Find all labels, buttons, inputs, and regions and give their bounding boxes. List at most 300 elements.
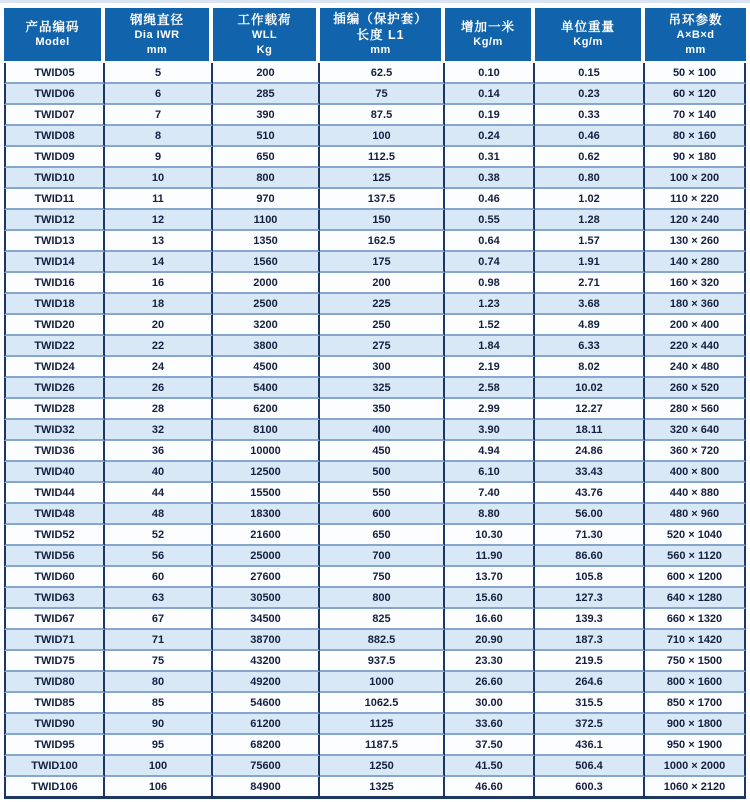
cell-model: TWID48 (4, 504, 105, 525)
cell-ring_params: 800 × 1600 (645, 672, 746, 693)
cell-l1_length: 750 (320, 567, 445, 588)
cell-wll: 2000 (213, 273, 320, 294)
cell-unit_weight: 1.02 (535, 189, 645, 210)
cell-ring_params: 400 × 800 (645, 462, 746, 483)
table-row (4, 756, 746, 777)
cell-add_per_meter: 6.10 (445, 462, 535, 483)
cell-l1_length: 500 (320, 462, 445, 483)
cell-add_per_meter: 41.50 (445, 756, 535, 777)
cell-dia_iwr: 24 (105, 357, 213, 378)
cell-unit_weight: 187.3 (535, 630, 645, 651)
cell-ring_params: 900 × 1800 (645, 714, 746, 735)
cell-unit_weight: 139.3 (535, 609, 645, 630)
cell-add_per_meter: 0.31 (445, 147, 535, 168)
cell-l1_length: 150 (320, 210, 445, 231)
cell-dia_iwr: 13 (105, 231, 213, 252)
cell-model: TWID05 (4, 63, 105, 84)
cell-ring_params: 100 × 200 (645, 168, 746, 189)
cell-ring_params: 360 × 720 (645, 441, 746, 462)
cell-add_per_meter: 0.46 (445, 189, 535, 210)
table-row (4, 294, 746, 315)
table-row (4, 567, 746, 588)
cell-ring_params: 280 × 560 (645, 399, 746, 420)
header-label: 增加一米 (460, 20, 515, 35)
cell-add_per_meter: 30.00 (445, 693, 535, 714)
col-header-dia-iwr (105, 8, 213, 63)
cell-unit_weight: 436.1 (535, 735, 645, 756)
cell-unit_weight: 1.91 (535, 252, 645, 273)
cell-model: TWID09 (4, 147, 105, 168)
cell-model: TWID100 (4, 756, 105, 777)
cell-model: TWID106 (4, 777, 105, 799)
cell-wll: 68200 (213, 735, 320, 756)
cell-ring_params: 1000 × 2000 (645, 756, 746, 777)
cell-wll: 510 (213, 126, 320, 147)
cell-model: TWID24 (4, 357, 105, 378)
table-row (4, 525, 746, 546)
cell-add_per_meter: 15.60 (445, 588, 535, 609)
cell-dia_iwr: 48 (105, 504, 213, 525)
header-sublabel: WLL (251, 29, 278, 42)
cell-wll: 61200 (213, 714, 320, 735)
cell-add_per_meter: 1.52 (445, 315, 535, 336)
cell-add_per_meter: 2.58 (445, 378, 535, 399)
cell-l1_length: 550 (320, 483, 445, 504)
cell-model: TWID71 (4, 630, 105, 651)
cell-add_per_meter: 0.74 (445, 252, 535, 273)
table-row (4, 399, 746, 420)
cell-dia_iwr: 10 (105, 168, 213, 189)
header-label: 插编（保护套） (333, 12, 428, 27)
cell-dia_iwr: 44 (105, 483, 213, 504)
col-header-add-per-meter (445, 8, 535, 63)
cell-model: TWID36 (4, 441, 105, 462)
cell-l1_length: 87.5 (320, 105, 445, 126)
table-row (4, 420, 746, 441)
table-row (4, 252, 746, 273)
cell-wll: 1100 (213, 210, 320, 231)
table-row (4, 483, 746, 504)
cell-unit_weight: 0.80 (535, 168, 645, 189)
cell-model: TWID56 (4, 546, 105, 567)
cell-ring_params: 1060 × 2120 (645, 777, 746, 799)
table-row (4, 147, 746, 168)
cell-ring_params: 440 × 880 (645, 483, 746, 504)
cell-ring_params: 120 × 240 (645, 210, 746, 231)
cell-add_per_meter: 7.40 (445, 483, 535, 504)
header-unit: Kg (256, 43, 273, 56)
header-sublabel: Dia IWR (134, 29, 180, 42)
cell-wll: 4500 (213, 357, 320, 378)
cell-l1_length: 125 (320, 168, 445, 189)
spec-sheet-page (0, 3, 750, 799)
cell-unit_weight: 2.71 (535, 273, 645, 294)
cell-l1_length: 112.5 (320, 147, 445, 168)
cell-add_per_meter: 1.23 (445, 294, 535, 315)
cell-dia_iwr: 9 (105, 147, 213, 168)
cell-dia_iwr: 22 (105, 336, 213, 357)
cell-ring_params: 320 × 640 (645, 420, 746, 441)
cell-unit_weight: 1.57 (535, 231, 645, 252)
cell-ring_params: 710 × 1420 (645, 630, 746, 651)
col-header-ring-params (645, 8, 746, 63)
cell-l1_length: 937.5 (320, 651, 445, 672)
cell-model: TWID16 (4, 273, 105, 294)
cell-l1_length: 882.5 (320, 630, 445, 651)
cell-wll: 21600 (213, 525, 320, 546)
cell-wll: 1350 (213, 231, 320, 252)
cell-unit_weight: 506.4 (535, 756, 645, 777)
header-label: 吊环参数 (668, 13, 723, 28)
cell-model: TWID32 (4, 420, 105, 441)
table-row (4, 735, 746, 756)
table-row (4, 651, 746, 672)
cell-unit_weight: 0.46 (535, 126, 645, 147)
cell-ring_params: 480 × 960 (645, 504, 746, 525)
cell-model: TWID44 (4, 483, 105, 504)
cell-unit_weight: 6.33 (535, 336, 645, 357)
cell-add_per_meter: 11.90 (445, 546, 535, 567)
cell-dia_iwr: 63 (105, 588, 213, 609)
cell-l1_length: 162.5 (320, 231, 445, 252)
header-label: 单位重量 (560, 20, 615, 35)
cell-add_per_meter: 33.60 (445, 714, 535, 735)
table-row (4, 462, 746, 483)
cell-ring_params: 220 × 440 (645, 336, 746, 357)
cell-model: TWID20 (4, 315, 105, 336)
cell-l1_length: 1187.5 (320, 735, 445, 756)
cell-model: TWID90 (4, 714, 105, 735)
cell-add_per_meter: 2.19 (445, 357, 535, 378)
cell-ring_params: 600 × 1200 (645, 567, 746, 588)
cell-dia_iwr: 52 (105, 525, 213, 546)
col-header-l1-length (320, 8, 445, 63)
cell-l1_length: 825 (320, 609, 445, 630)
table-row (4, 378, 746, 399)
cell-add_per_meter: 0.38 (445, 168, 535, 189)
header-label: 钢绳直径 (129, 13, 184, 28)
cell-ring_params: 950 × 1900 (645, 735, 746, 756)
table-row (4, 609, 746, 630)
cell-dia_iwr: 8 (105, 126, 213, 147)
cell-dia_iwr: 5 (105, 63, 213, 84)
cell-unit_weight: 219.5 (535, 651, 645, 672)
cell-l1_length: 275 (320, 336, 445, 357)
cell-ring_params: 50 × 100 (645, 63, 746, 84)
cell-add_per_meter: 0.64 (445, 231, 535, 252)
table-body (4, 63, 746, 799)
cell-model: TWID85 (4, 693, 105, 714)
table-row (4, 714, 746, 735)
table-row (4, 168, 746, 189)
cell-dia_iwr: 71 (105, 630, 213, 651)
cell-model: TWID80 (4, 672, 105, 693)
cell-unit_weight: 0.62 (535, 147, 645, 168)
cell-unit_weight: 1.28 (535, 210, 645, 231)
cell-add_per_meter: 0.19 (445, 105, 535, 126)
header-unit: Kg/m (473, 36, 503, 49)
cell-ring_params: 110 × 220 (645, 189, 746, 210)
col-header-unit-weight (535, 8, 645, 63)
cell-model: TWID11 (4, 189, 105, 210)
cell-ring_params: 70 × 140 (645, 105, 746, 126)
table-row (4, 231, 746, 252)
table-row (4, 63, 746, 84)
cell-wll: 43200 (213, 651, 320, 672)
cell-model: TWID07 (4, 105, 105, 126)
cell-l1_length: 325 (320, 378, 445, 399)
cell-wll: 6200 (213, 399, 320, 420)
col-header-model (4, 8, 105, 63)
cell-add_per_meter: 0.55 (445, 210, 535, 231)
cell-wll: 34500 (213, 609, 320, 630)
cell-unit_weight: 127.3 (535, 588, 645, 609)
cell-add_per_meter: 0.24 (445, 126, 535, 147)
cell-l1_length: 137.5 (320, 189, 445, 210)
cell-l1_length: 250 (320, 315, 445, 336)
cell-model: TWID18 (4, 294, 105, 315)
header-label: 工作载荷 (237, 13, 292, 28)
cell-dia_iwr: 14 (105, 252, 213, 273)
header-sublabel: 长度 L1 (356, 28, 405, 43)
col-header-wll (213, 8, 320, 63)
cell-model: TWID12 (4, 210, 105, 231)
cell-dia_iwr: 85 (105, 693, 213, 714)
cell-ring_params: 140 × 280 (645, 252, 746, 273)
cell-unit_weight: 105.8 (535, 567, 645, 588)
cell-ring_params: 130 × 260 (645, 231, 746, 252)
header-row (4, 8, 746, 63)
cell-unit_weight: 43.76 (535, 483, 645, 504)
cell-l1_length: 300 (320, 357, 445, 378)
cell-wll: 3200 (213, 315, 320, 336)
cell-l1_length: 1325 (320, 777, 445, 799)
cell-dia_iwr: 95 (105, 735, 213, 756)
cell-model: TWID08 (4, 126, 105, 147)
cell-ring_params: 260 × 520 (645, 378, 746, 399)
cell-dia_iwr: 28 (105, 399, 213, 420)
cell-dia_iwr: 26 (105, 378, 213, 399)
cell-dia_iwr: 106 (105, 777, 213, 799)
cell-l1_length: 1125 (320, 714, 445, 735)
cell-unit_weight: 4.89 (535, 315, 645, 336)
cell-dia_iwr: 40 (105, 462, 213, 483)
cell-wll: 38700 (213, 630, 320, 651)
cell-wll: 54600 (213, 693, 320, 714)
table-row (4, 105, 746, 126)
cell-wll: 800 (213, 168, 320, 189)
cell-model: TWID63 (4, 588, 105, 609)
cell-wll: 49200 (213, 672, 320, 693)
cell-add_per_meter: 0.98 (445, 273, 535, 294)
cell-l1_length: 600 (320, 504, 445, 525)
cell-l1_length: 650 (320, 525, 445, 546)
table-row (4, 777, 746, 799)
cell-wll: 2500 (213, 294, 320, 315)
cell-wll: 10000 (213, 441, 320, 462)
cell-wll: 75600 (213, 756, 320, 777)
header-unit: Kg/m (573, 36, 603, 49)
cell-dia_iwr: 56 (105, 546, 213, 567)
cell-add_per_meter: 16.60 (445, 609, 535, 630)
cell-l1_length: 400 (320, 420, 445, 441)
cell-ring_params: 60 × 120 (645, 84, 746, 105)
table-row (4, 126, 746, 147)
table-row (4, 588, 746, 609)
cell-wll: 3800 (213, 336, 320, 357)
cell-wll: 30500 (213, 588, 320, 609)
header-unit: mm (146, 43, 168, 56)
cell-l1_length: 225 (320, 294, 445, 315)
cell-add_per_meter: 8.80 (445, 504, 535, 525)
table-row (4, 672, 746, 693)
cell-l1_length: 450 (320, 441, 445, 462)
cell-wll: 12500 (213, 462, 320, 483)
cell-add_per_meter: 3.90 (445, 420, 535, 441)
cell-l1_length: 800 (320, 588, 445, 609)
product-spec-table (4, 8, 746, 799)
cell-model: TWID52 (4, 525, 105, 546)
cell-dia_iwr: 20 (105, 315, 213, 336)
cell-l1_length: 1000 (320, 672, 445, 693)
cell-add_per_meter: 4.94 (445, 441, 535, 462)
cell-ring_params: 560 × 1120 (645, 546, 746, 567)
cell-model: TWID13 (4, 231, 105, 252)
cell-wll: 15500 (213, 483, 320, 504)
cell-unit_weight: 24.86 (535, 441, 645, 462)
cell-dia_iwr: 16 (105, 273, 213, 294)
table-header (4, 8, 746, 63)
table-row (4, 336, 746, 357)
cell-unit_weight: 315.5 (535, 693, 645, 714)
cell-add_per_meter: 26.60 (445, 672, 535, 693)
cell-model: TWID28 (4, 399, 105, 420)
cell-wll: 285 (213, 84, 320, 105)
cell-add_per_meter: 37.50 (445, 735, 535, 756)
cell-ring_params: 240 × 480 (645, 357, 746, 378)
cell-unit_weight: 10.02 (535, 378, 645, 399)
cell-dia_iwr: 12 (105, 210, 213, 231)
cell-unit_weight: 18.11 (535, 420, 645, 441)
cell-ring_params: 640 × 1280 (645, 588, 746, 609)
cell-l1_length: 200 (320, 273, 445, 294)
cell-dia_iwr: 80 (105, 672, 213, 693)
cell-ring_params: 520 × 1040 (645, 525, 746, 546)
cell-model: TWID26 (4, 378, 105, 399)
cell-dia_iwr: 32 (105, 420, 213, 441)
cell-wll: 18300 (213, 504, 320, 525)
cell-ring_params: 160 × 320 (645, 273, 746, 294)
cell-wll: 84900 (213, 777, 320, 799)
cell-dia_iwr: 6 (105, 84, 213, 105)
cell-model: TWID60 (4, 567, 105, 588)
cell-dia_iwr: 11 (105, 189, 213, 210)
header-sublabel: Model (35, 36, 70, 49)
cell-unit_weight: 33.43 (535, 462, 645, 483)
cell-wll: 650 (213, 147, 320, 168)
table-row (4, 504, 746, 525)
cell-model: TWID10 (4, 168, 105, 189)
cell-model: TWID06 (4, 84, 105, 105)
cell-add_per_meter: 23.30 (445, 651, 535, 672)
cell-ring_params: 660 × 1320 (645, 609, 746, 630)
cell-wll: 970 (213, 189, 320, 210)
table-row (4, 210, 746, 231)
cell-ring_params: 850 × 1700 (645, 693, 746, 714)
cell-unit_weight: 12.27 (535, 399, 645, 420)
cell-ring_params: 200 × 400 (645, 315, 746, 336)
cell-model: TWID95 (4, 735, 105, 756)
cell-dia_iwr: 75 (105, 651, 213, 672)
cell-wll: 27600 (213, 567, 320, 588)
cell-model: TWID14 (4, 252, 105, 273)
header-unit: mm (370, 44, 391, 57)
cell-l1_length: 175 (320, 252, 445, 273)
table-row (4, 357, 746, 378)
cell-dia_iwr: 18 (105, 294, 213, 315)
cell-model: TWID40 (4, 462, 105, 483)
cell-wll: 5400 (213, 378, 320, 399)
cell-ring_params: 180 × 360 (645, 294, 746, 315)
cell-l1_length: 75 (320, 84, 445, 105)
cell-model: TWID22 (4, 336, 105, 357)
table-row (4, 441, 746, 462)
cell-unit_weight: 0.15 (535, 63, 645, 84)
cell-dia_iwr: 100 (105, 756, 213, 777)
cell-l1_length: 62.5 (320, 63, 445, 84)
table-row (4, 84, 746, 105)
cell-wll: 200 (213, 63, 320, 84)
cell-add_per_meter: 13.70 (445, 567, 535, 588)
table-row (4, 630, 746, 651)
cell-unit_weight: 0.23 (535, 84, 645, 105)
cell-l1_length: 700 (320, 546, 445, 567)
cell-unit_weight: 264.6 (535, 672, 645, 693)
header-label: 产品编码 (25, 20, 80, 35)
table-row (4, 273, 746, 294)
cell-model: TWID75 (4, 651, 105, 672)
cell-dia_iwr: 67 (105, 609, 213, 630)
cell-wll: 25000 (213, 546, 320, 567)
cell-add_per_meter: 1.84 (445, 336, 535, 357)
cell-add_per_meter: 46.60 (445, 777, 535, 799)
cell-add_per_meter: 0.10 (445, 63, 535, 84)
cell-unit_weight: 86.60 (535, 546, 645, 567)
cell-wll: 8100 (213, 420, 320, 441)
cell-add_per_meter: 20.90 (445, 630, 535, 651)
cell-add_per_meter: 10.30 (445, 525, 535, 546)
cell-model: TWID67 (4, 609, 105, 630)
cell-ring_params: 90 × 180 (645, 147, 746, 168)
cell-unit_weight: 71.30 (535, 525, 645, 546)
cell-l1_length: 100 (320, 126, 445, 147)
cell-dia_iwr: 90 (105, 714, 213, 735)
header-sublabel: A×B×d (676, 29, 715, 42)
cell-l1_length: 1062.5 (320, 693, 445, 714)
cell-dia_iwr: 7 (105, 105, 213, 126)
cell-l1_length: 350 (320, 399, 445, 420)
cell-l1_length: 1250 (320, 756, 445, 777)
cell-dia_iwr: 36 (105, 441, 213, 462)
table-row (4, 693, 746, 714)
cell-unit_weight: 0.33 (535, 105, 645, 126)
cell-ring_params: 80 × 160 (645, 126, 746, 147)
table-row (4, 315, 746, 336)
cell-unit_weight: 8.02 (535, 357, 645, 378)
cell-wll: 390 (213, 105, 320, 126)
header-unit: mm (685, 43, 706, 56)
cell-wll: 1560 (213, 252, 320, 273)
